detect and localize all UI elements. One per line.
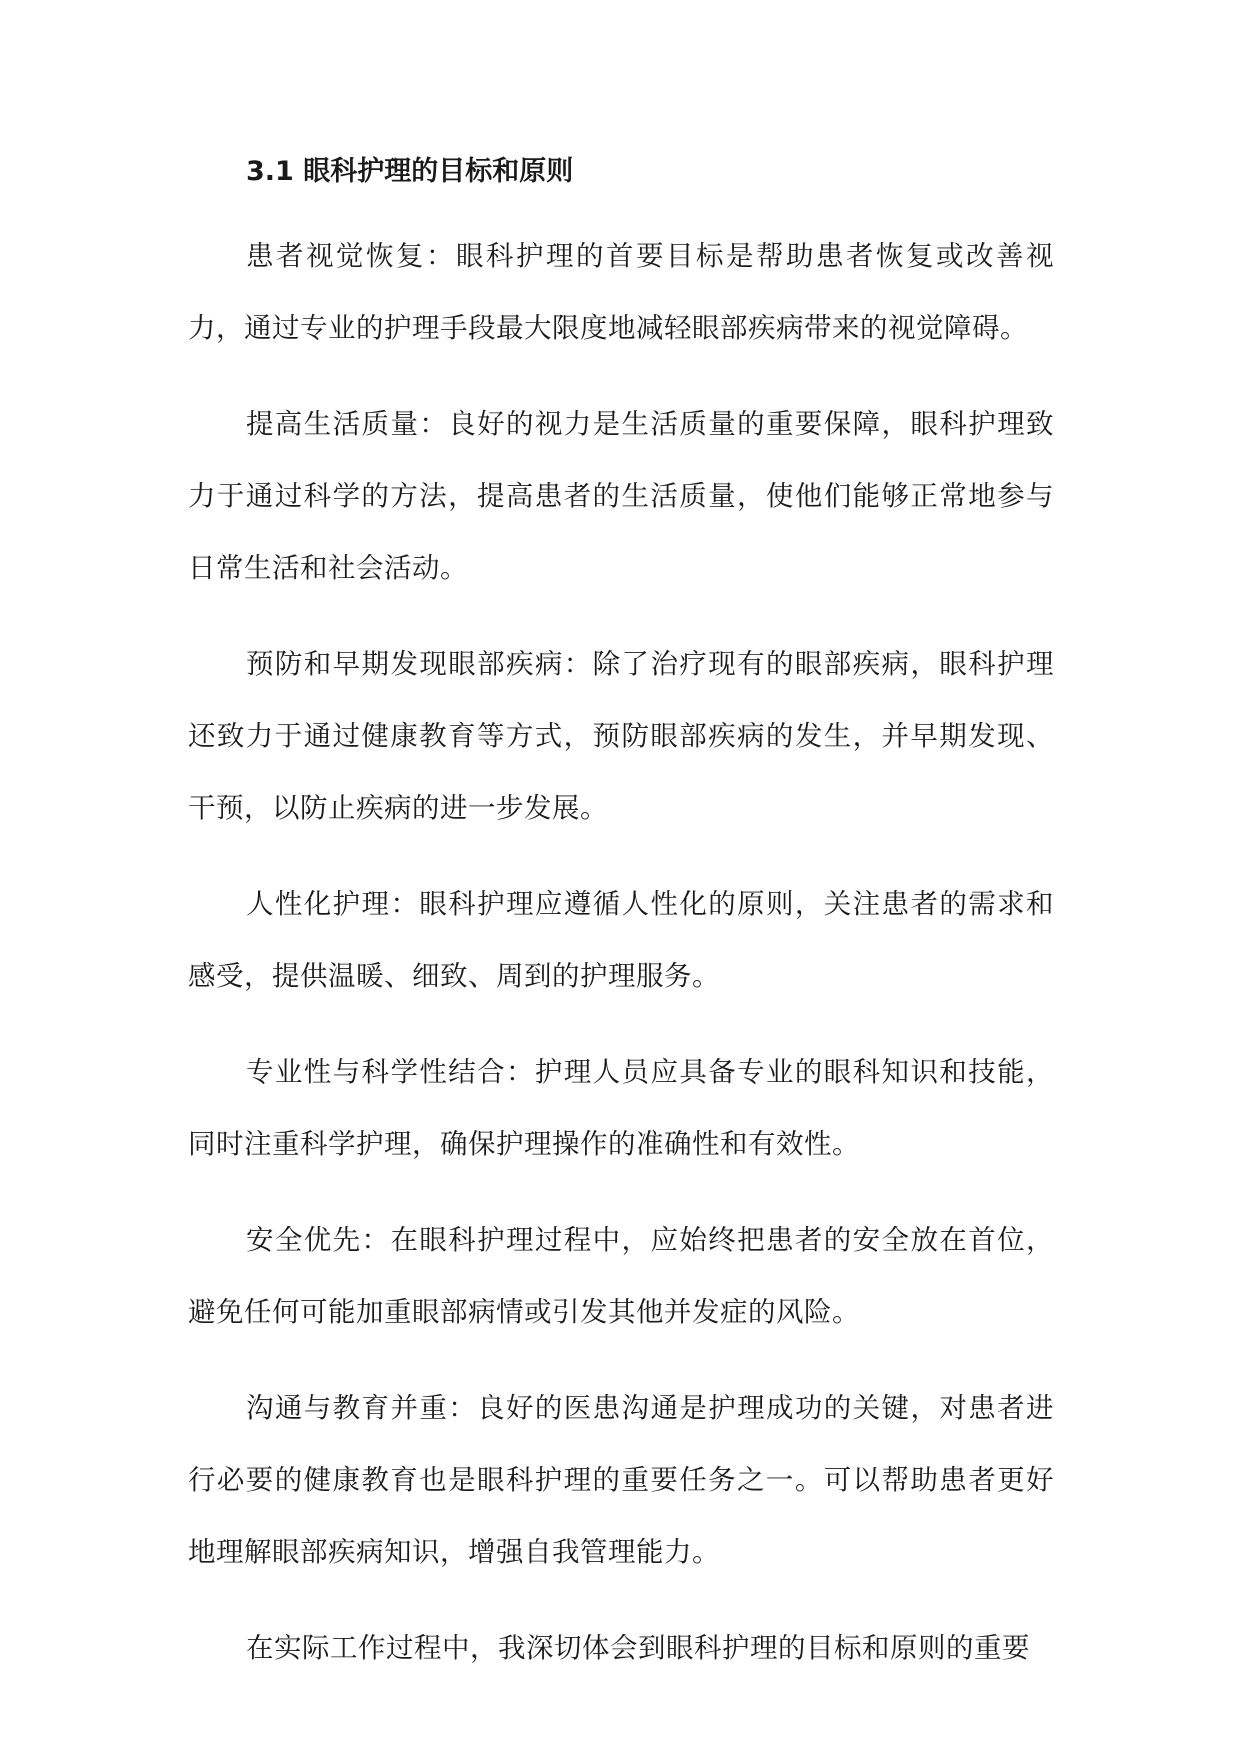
paragraph-communication-education: 沟通与教育并重：良好的医患沟通是护理成功的关键，对患者进行必要的健康教育也是眼科护理的重要任务之一。可以帮助患者更好地理解眼部疾病知识，增强自我管理能力。 (188, 1392, 1054, 1568)
document-page (188, 148, 1054, 1684)
paragraph-humanized-care: 人性化护理：眼科护理应遵循人性化的原则，关注患者的需求和感受，提供温暖、细致、周到的护理服务。 (188, 888, 1054, 992)
paragraph-professional-scientific: 专业性与科学性结合：护理人员应具备专业的眼科知识和技能，同时注重科学护理，确保护理操作的准确性和有效性。 (188, 1056, 1054, 1160)
section-heading: 3.1 眼科护理的目标和原则 (246, 156, 574, 187)
paragraph-practical-experience: 在实际工作过程中，我深切体会到眼科护理的目标和原则的重要 (246, 1632, 1030, 1664)
paragraph-vision-recovery: 患者视觉恢复：眼科护理的首要目标是帮助患者恢复或改善视力，通过专业的护理手段最大限度地减轻眼部疾病带来的视觉障碍。 (188, 240, 1054, 344)
paragraph-prevention: 预防和早期发现眼部疾病：除了治疗现有的眼部疾病，眼科护理还致力于通过健康教育等方式，预防眼部疾病的发生，并早期发现、干预，以防止疾病的进一步发展。 (188, 648, 1054, 824)
paragraph-safety-first: 安全优先：在眼科护理过程中，应始终把患者的安全放在首位，避免任何可能加重眼部病情或引发其他并发症的风险。 (188, 1224, 1054, 1328)
paragraph-quality-of-life: 提高生活质量：良好的视力是生活质量的重要保障，眼科护理致力于通过科学的方法，提高患者的生活质量，使他们能够正常地参与日常生活和社会活动。 (188, 408, 1054, 584)
